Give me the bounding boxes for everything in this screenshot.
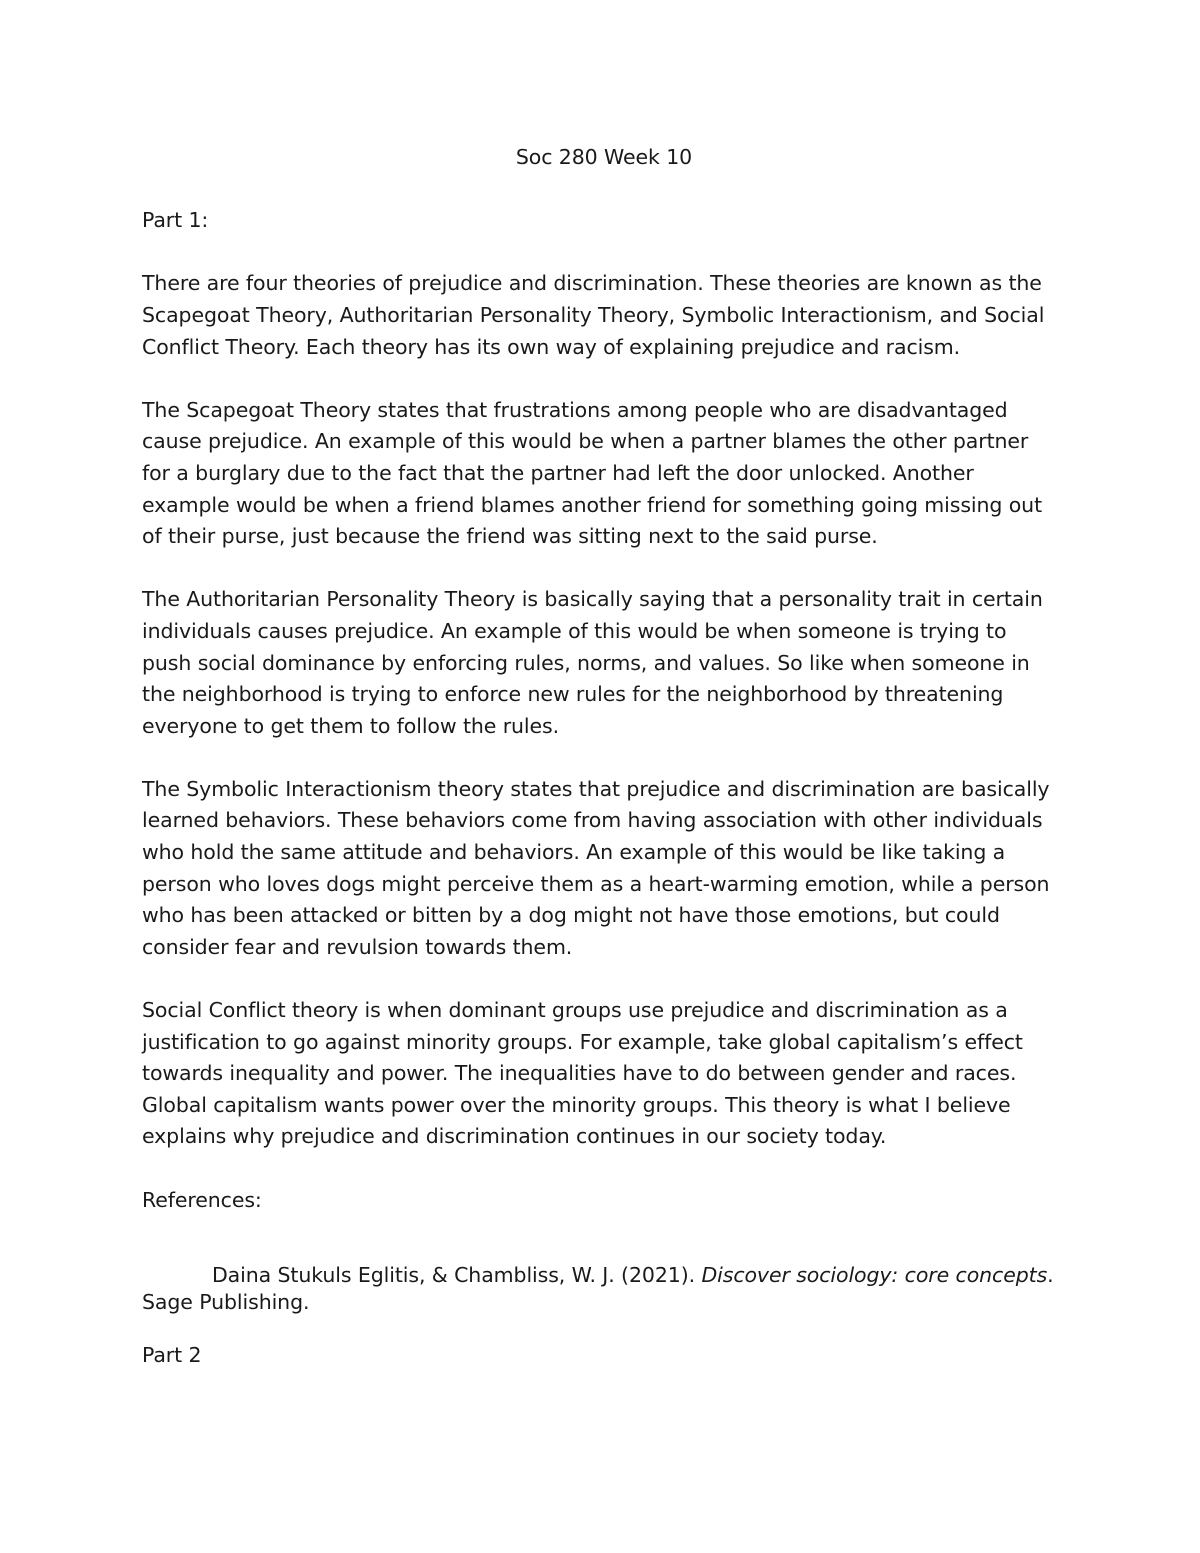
paragraph-intro: There are four theories of prejudice and discrimination. These theories are known as the Scapegoat Theory, Authoritarian Personality Theory, Symbolic Interactionism, and Social Conflict Theory. Each theory has its own way of explaining prejudice and racism. [142,271,1045,359]
document-title: Soc 280 Week 10 [515,145,693,169]
paragraph-authoritarian-theory: The Authoritarian Personality Theory is basically saying that a personality trait in certain individuals causes prejudice. An example of this would be when someone is trying to push social dominance by enforcing rules, norms, and values. So like when someone in the neighborhood is trying to enforce new rules for the neighborhood by threatening everyone to get them to follow the rules. [142,587,1043,738]
document-body [142,142,1058,1372]
reference-entry [142,1262,1058,1316]
part1-heading: Part 1: [142,208,209,233]
reference-book-title: Discover sociology: core concepts [701,1263,1048,1288]
paragraph-symbolic-interactionism: The Symbolic Interactionism theory states that prejudice and discrimination are basically learned behaviors. These behaviors come from having association with other individuals who hold the same attitude and behaviors. An example of this would be like taking a person who loves dogs might perceive them as a heart-warming emotion, while a person who has been attacked or bitten by a dog might not have those emotions, but could consider fear and revulsion towards them. [142,776,1050,959]
paragraph-social-conflict-theory: Social Conflict theory is when dominant groups use prejudice and discrimination as a justification to go against minority groups. For example, take global capitalism’s effect towards inequality and power. The inequalities have to do between gender and races. Global capitalism wants power over the minority groups. This theory is what I believe explains why prejudice and discrimination continues in our society today. [142,998,1023,1149]
reference-publisher: . Sage Publishing. [142,1263,1054,1315]
references-label: References: [142,1187,262,1212]
part2-heading: Part 2 [142,1343,202,1368]
paragraph-scapegoat-theory: The Scapegoat Theory states that frustrations among people who are disadvantaged cause prejudice. An example of this would be when a partner blames the other partner for a burglary due to the fact that the partner had left the door unlocked. Another example would be when a friend blames another friend for something going missing out of their purse, just because the friend was sitting next to the said purse. [142,397,1043,549]
reference-authors-year: Daina Stukuls Eglitis, & Chambliss, W. J. (2021). [212,1263,702,1288]
